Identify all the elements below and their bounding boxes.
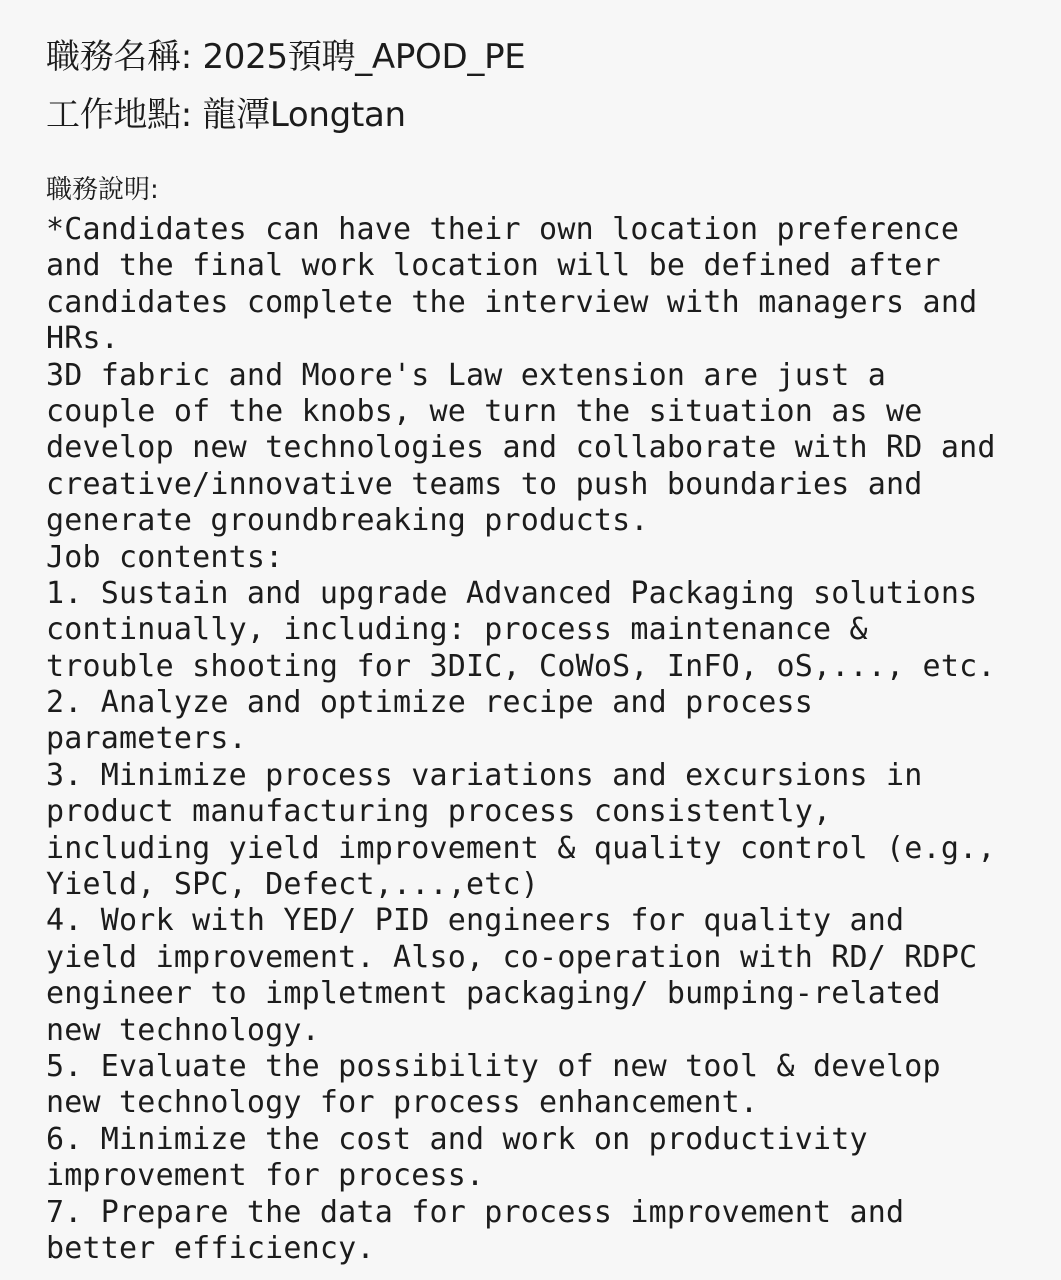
description-line: creative/innovative teams to push boundaries and — [46, 466, 923, 502]
description-line: 7. Prepare the data for process improvement and — [46, 1194, 905, 1230]
description-line: 3. Minimize process variations and excursions in — [46, 757, 923, 793]
description-line: better efficiency. — [46, 1230, 375, 1266]
description-line: generate groundbreaking products. — [46, 503, 649, 539]
description-line: candidates complete the interview with managers and — [46, 284, 978, 320]
job-description-text — [46, 212, 1036, 1267]
description-line: 1. Sustain and upgrade Advanced Packaging solutions — [46, 575, 978, 611]
description-label: 職務說明: — [46, 175, 159, 205]
description-line: parameters. — [46, 721, 247, 757]
description-line: 3D fabric and Moore's Law extension are just a — [46, 357, 887, 393]
job-location: 工作地點: 龍潭Longtan — [46, 95, 406, 135]
description-line: improvement for process. — [46, 1158, 485, 1194]
description-line: Yield, SPC, Defect,...,etc) — [46, 867, 540, 903]
description-line: and the final work location will be defined after — [46, 248, 941, 284]
job-header — [46, 28, 1036, 144]
description-line: continually, including: process maintenance & — [46, 612, 868, 648]
description-line: including yield improvement & quality control (e.g., — [46, 830, 996, 866]
description-line: HRs. — [46, 321, 120, 357]
description-line: engineer to impletment packaging/ bumping-related — [46, 976, 941, 1012]
description-line: 4. Work with YED/ PID engineers for quality and — [46, 903, 905, 939]
description-line: new technology. — [46, 1012, 320, 1048]
description-line: product manufacturing process consistently, — [46, 794, 832, 830]
description-line: trouble shooting for 3DIC, CoWoS, InFO, oS,..., etc. — [46, 648, 996, 684]
description-line: new technology for process enhancement. — [46, 1085, 759, 1121]
description-line: 6. Minimize the cost and work on productivity — [46, 1121, 868, 1157]
description-line: 2. Analyze and optimize recipe and process — [46, 685, 813, 721]
description-line: Job contents: — [46, 539, 284, 575]
description-line: develop new technologies and collaborate with RD and — [46, 430, 996, 466]
description-line: couple of the knobs, we turn the situation as we — [46, 393, 923, 429]
description-line: 5. Evaluate the possibility of new tool & develop — [46, 1048, 941, 1084]
description-line: yield improvement. Also, co-operation with RD/ RDPC — [46, 939, 978, 975]
job-title: 職務名稱: 2025預聘_APOD_PE — [46, 37, 526, 77]
description-line: *Candidates can have their own location preference — [46, 212, 960, 247]
